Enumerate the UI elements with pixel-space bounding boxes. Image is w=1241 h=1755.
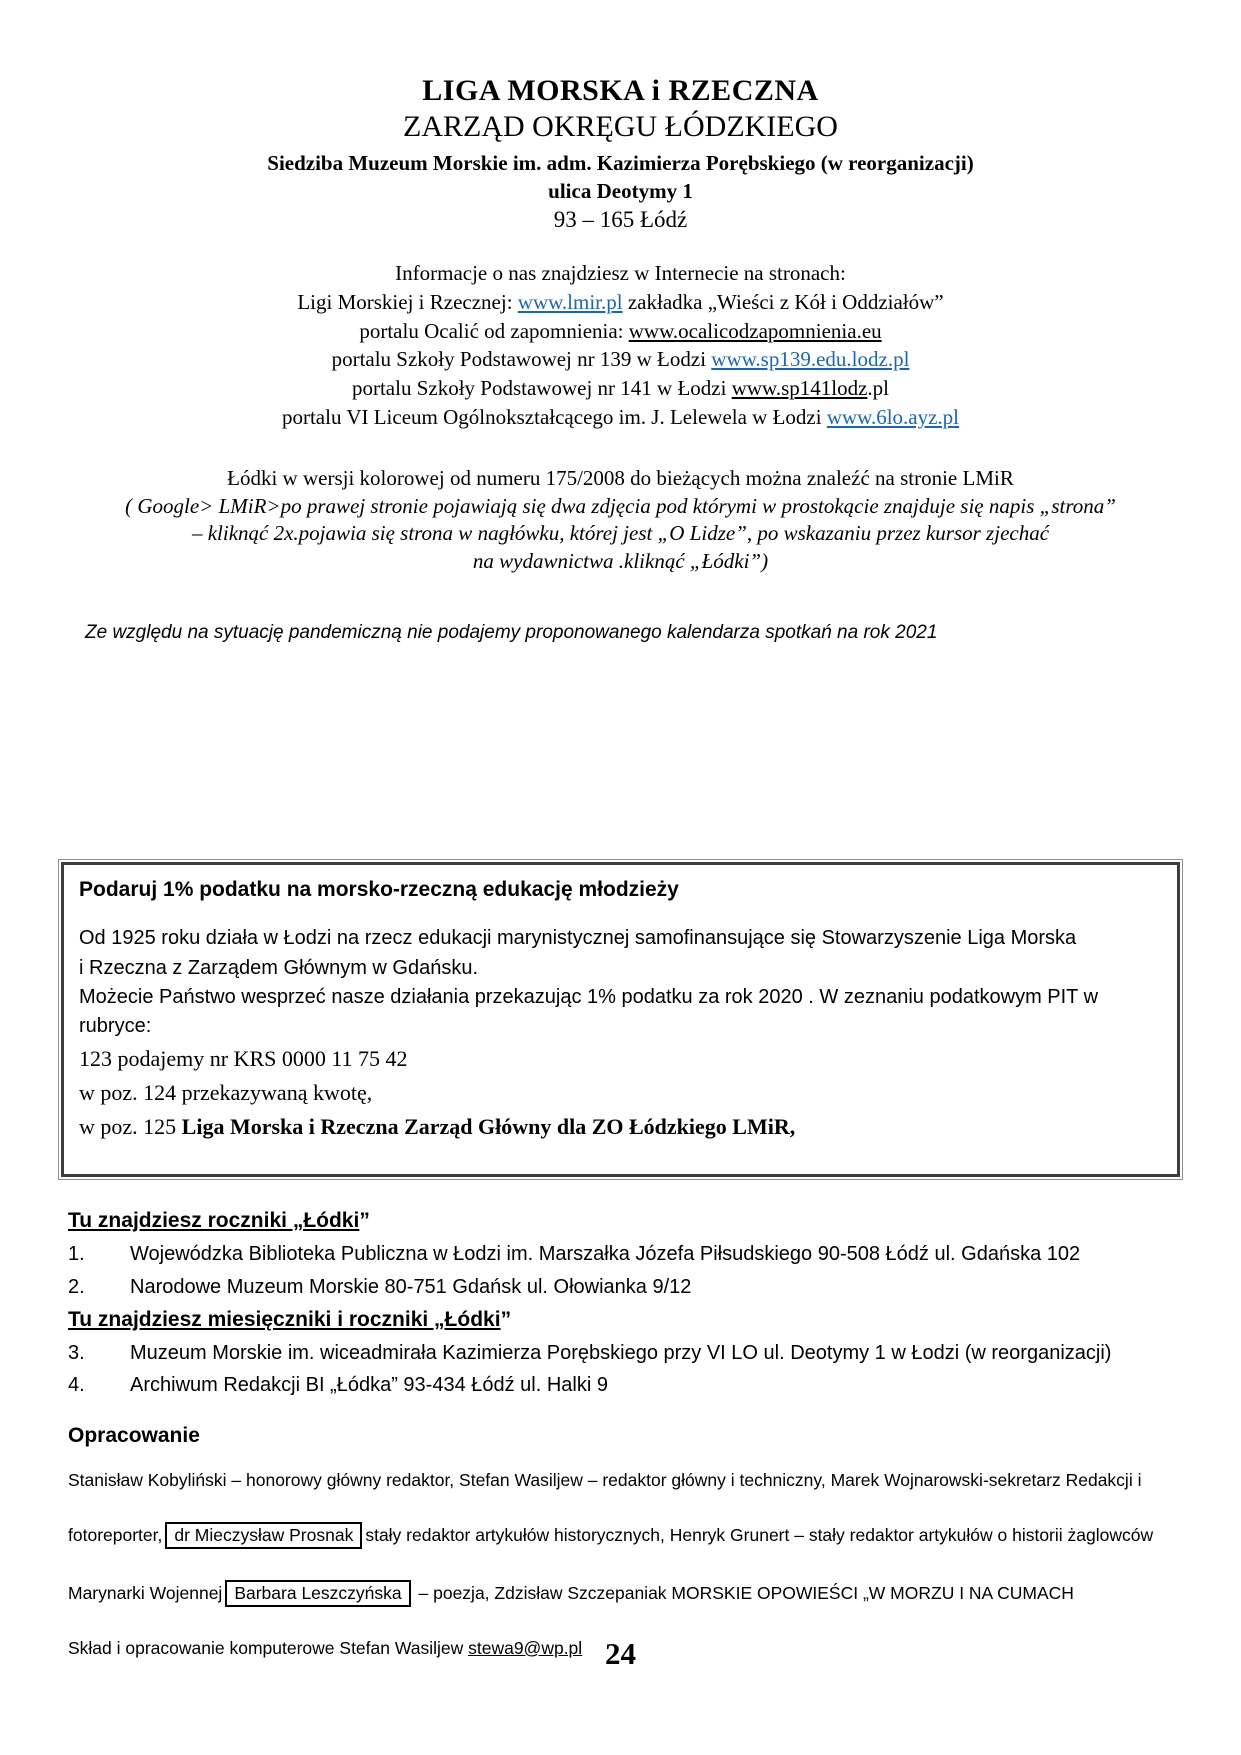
lodki-line-4: na wydawnictwa .kliknąć „Łódki”) [472,549,769,574]
credits-line-3 [68,1580,1201,1607]
sources-section [68,1204,1201,1402]
info-line-sp139 [0,345,1241,374]
lodki-instructions-block [0,465,1241,577]
lodki-line-1: Łódki w wersji kolorowej od numeru 175/2008 do bieżących można znaleźć na stronie LMiR [227,465,1014,490]
heading-text: Tu znajdziesz miesięczniki i roczniki „Łódki [68,1307,501,1331]
credits-line-1: Stanisław Kobyliński – honorowy główny redaktor, Stefan Wasiljew – redaktor główny i techniczny, Marek Wojnarowski-sekretarz Redakcji i [68,1469,1142,1490]
credits-section [68,1424,1201,1659]
info-line-lmir [0,288,1241,317]
credits-text: Skład i opracowanie komputerowe Stefan Wasiljew [68,1637,469,1658]
link-sp139[interactable]: www.sp139.edu.lodz.pl [711,347,910,372]
source-item-1 [68,1238,1201,1270]
org-address-line-3: 93 – 165 Łódź [553,207,688,232]
item-number: 3. [68,1341,85,1364]
item-number: 1. [68,1243,85,1266]
item-text: Narodowe Muzeum Morskie 80-751 Gdańsk ul. Ołowianka 9/12 [130,1275,692,1298]
item-text: Wojewódzka Biblioteka Publiczna w Łodzi im. Marszałka Józefa Piłsudskiego 90-508 Łódź ul. Gdańska 102 [130,1243,1081,1266]
item-number: 2. [68,1275,85,1298]
credits-text: stały redaktor artykułów historycznych, Henryk Grunert – stały redaktor artykułów o historii żaglowców [365,1524,1154,1545]
donation-poz125-prefix: w poz. 125 [79,1114,182,1140]
credits-heading: Opracowanie [68,1423,200,1447]
donation-krs-line: 123 podajemy nr KRS 0000 11 75 42 [79,1045,408,1071]
info-intro-line: Informacje o nas znajdziesz w Internecie na stronach: [395,261,846,285]
credits-text: – poezja, Zdzisław Szczepaniak MORSKIE OPOWIEŚCI „W MORZU I NA CUMACH [418,1582,1074,1603]
info-text: portalu VI Liceum Ogólnokształcącego im. J. Lelewela w Łodzi [281,404,827,429]
donation-poz125-bold: Liga Morska i Rzeczna Zarząd Główny dla ZO Łódzkiego LMiR, [181,1114,796,1140]
info-text: Ligi Morskiej i Rzecznej: [297,289,518,314]
credits-text: fotoreporter, [68,1524,163,1545]
link-6lo[interactable]: www.6lo.ayz.pl [826,404,960,429]
donation-box-inner [61,862,1180,1177]
info-line-sp141 [0,374,1241,403]
info-text: .pl [867,376,889,401]
document-header [0,0,1241,233]
org-address-line-2: ulica Deotymy 1 [548,179,693,203]
source-item-3 [68,1337,1201,1369]
donation-para-line: Możecie Państwo wesprzeć nasze działania przekazując 1% podatku za rok 2020 . W zeznaniu podatkowym PIT w [79,986,1099,1009]
link-ocalicodzapomnienia[interactable]: www.ocalicodzapomnienia.eu [628,318,882,343]
item-text: Muzeum Morskie im. wiceadmirała Kazimierza Porębskiego przy VI LO ul. Deotymy 1 w Łodzi (w reorganizacji) [130,1341,1112,1364]
credits-text: Marynarki Wojennej [68,1582,223,1603]
heading-text: Tu znajdziesz roczniki „Łódki [68,1209,360,1233]
info-line-6lo [0,403,1241,432]
donation-poz125-line [79,1110,1159,1144]
org-address-line-1: Siedziba Muzeum Morskie im. adm. Kazimierza Porębskiego (w reorganizacji) [267,151,974,175]
info-text: zakładka „Wieści z Kół i Oddziałów” [622,289,944,314]
org-title: LIGA MORSKA i RZECZNA [422,74,819,107]
donation-heading: Podaruj 1% podatku na morsko-rzeczną edukację młodzieży [79,878,679,902]
donation-para-line: i Rzeczna z Zarządem Głównym w Gdańsku. [79,956,479,979]
source-item-2 [68,1271,1201,1303]
item-number: 4. [68,1374,85,1397]
info-text: portalu Ocalić od zapomnienia: [359,318,629,343]
item-text: Archiwum Redakcji BI „Łódka” 93-434 Łódź ul. Halki 9 [130,1374,608,1397]
donation-poz124-line: w poz. 124 przekazywaną kwotę, [79,1079,373,1105]
boxed-name-leszczynska: Barbara Leszczyńska [225,1580,410,1607]
heading-quote: ” [500,1307,512,1331]
lodki-line-2: ( Google> LMiR>po prawej stronie pojawiają się dwa zdjęcia pod którymi w prostokącie znajduje się napis „strona” [125,493,1116,518]
info-text: portalu Szkoły Podstawowej nr 141 w Łodzi [351,376,732,401]
source-item-4 [68,1369,1201,1401]
credits-line-2 [68,1522,1201,1549]
pandemic-note: Ze względu na sytuację pandemiczną nie podajemy proponowanego kalendarza spotkań na rok 2021 [85,622,938,644]
lodki-line-3: – kliknąć 2x.pojawia się strona w nagłówku, której jest „O Lidze”, po wskazaniu przez kursor zjechać [191,521,1050,546]
donation-para-line: rubryce: [79,1015,152,1038]
heading-quote: ” [359,1209,370,1233]
link-sp141[interactable]: www.sp141lodz [731,376,868,401]
page-number: 24 [605,1636,636,1671]
donation-box [58,859,1183,1180]
boxed-name-prosnak: dr Mieczysław Prosnak [165,1522,362,1549]
link-email[interactable]: stewa9@wp.pl [468,1637,583,1658]
info-text: portalu Szkoły Podstawowej nr 139 w Łodzi [331,347,712,372]
sources-heading-yearbooks [68,1204,1201,1238]
info-line-ocalic [0,317,1241,346]
sources-heading-monthlies [68,1303,1201,1337]
org-subtitle: ZARZĄD OKRĘGU ŁÓDZKIEGO [403,110,838,143]
internet-info-block [0,259,1241,432]
donation-para-line: Od 1925 roku działa w Łodzi na rzecz edukacji marynistycznej samofinansujące się Stowarzyszenie Liga Morska [79,927,1077,950]
link-lmir[interactable]: www.lmir.pl [517,289,623,314]
